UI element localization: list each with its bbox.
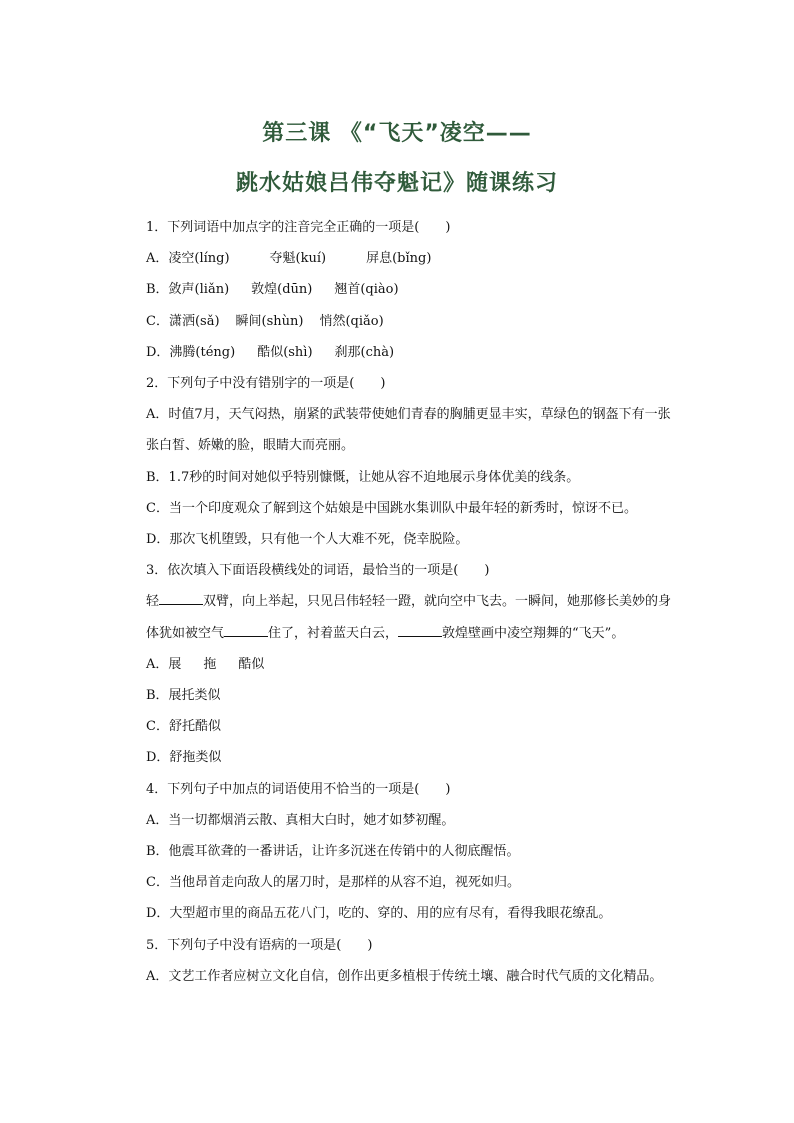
question-1-option-a: A．凌空(líng) 夺魁(kuí) 屏息(bǐng) [146,251,432,267]
title-line-2: 跳水姑娘吕伟夺魁记》随课练习 [235,171,558,196]
question-2-option-b: B．1.7秒的时间对她似乎特别慷慨，让她从容不迫地展示身体优美的线条。 [146,469,580,485]
question-4-option-a: A．当一切都烟消云散、真相大白时，她才如梦初醒。 [146,812,455,828]
question-1-option-d: D．沸腾(téng) 酷似(shì) 刹那(chà) [146,344,395,360]
question-2-option-d: D．那次飞机堕毁，只有他一个人大难不死，侥幸脱险。 [146,532,469,548]
question-3-stem: 3．依次填入下面语段横线处的词语，最恰当的一项是( ) [146,563,490,579]
fill-blank-1 [159,592,203,605]
question-3-option-a: A．展 拖 酷似 [146,656,265,672]
question-4-stem: 4．下列句子中加点的词语使用不恰当的一项是( ) [146,781,451,797]
question-3-option-d: D．舒拖类似 [146,750,222,766]
question-1-option-c: C．潇洒(sǎ) 瞬间(shùn) 悄然(qiǎo) [146,313,384,329]
question-4-option-b: B．他震耳欲聋的一番讲话，让许多沉迷在传销中的人彻底醒悟。 [146,844,520,860]
title-line-1: 第三课 《“飞天”凌空—— [262,121,532,146]
question-5-option-a: A．文艺工作者应树立文化自信，创作出更多植根于传统土壤、融合时代气质的文化精品。 [146,968,663,984]
question-2-option-a: A．时值7月，天气闷热，崩紧的武装带使她们青春的胸脯更显丰实，草绿色的钢盔下有一张张白皙、娇嫩的脸，眼睛大而亮丽。 [146,407,671,454]
question-4-option-c: C．当他昂首走向敌人的屠刀时，是那样的从容不迫，视死如归。 [146,875,520,891]
question-5-stem: 5．下列句子中没有语病的一项是( ) [146,937,373,953]
question-4-option-d: D．大型超市里的商品五花八门，吃的、穿的、用的应有尽有，看得我眼花缭乱。 [146,906,612,922]
question-2-option-c: C．当一个印度观众了解到这个姑娘是中国跳水集训队中最年轻的新秀时，惊讶不已。 [146,500,637,516]
question-2-stem: 2．下列句子中没有错别字的一项是( ) [146,376,386,392]
question-3-option-c: C．舒托酷似 [146,719,221,735]
exercise-content [118,212,674,992]
fill-blank-3 [398,624,442,637]
question-3-passage: 轻 双臂，向上举起，只见吕伟轻轻一蹬，就向空中飞去。一瞬间，她那修长美妙的身体犹如被空气 住了，衬着蓝天白云， 敦煌壁画中凌空翔舞的“飞天”。 [146,594,672,641]
question-1-stem: 1．下列词语中加点字的注音完全正确的一项是( ) [146,220,451,235]
question-3-option-b: B．展托类似 [146,688,221,704]
question-1-option-b: B．敛声(liǎn) 敦煌(dūn) 翘首(qiào) [146,282,399,298]
fill-blank-2 [224,624,268,637]
